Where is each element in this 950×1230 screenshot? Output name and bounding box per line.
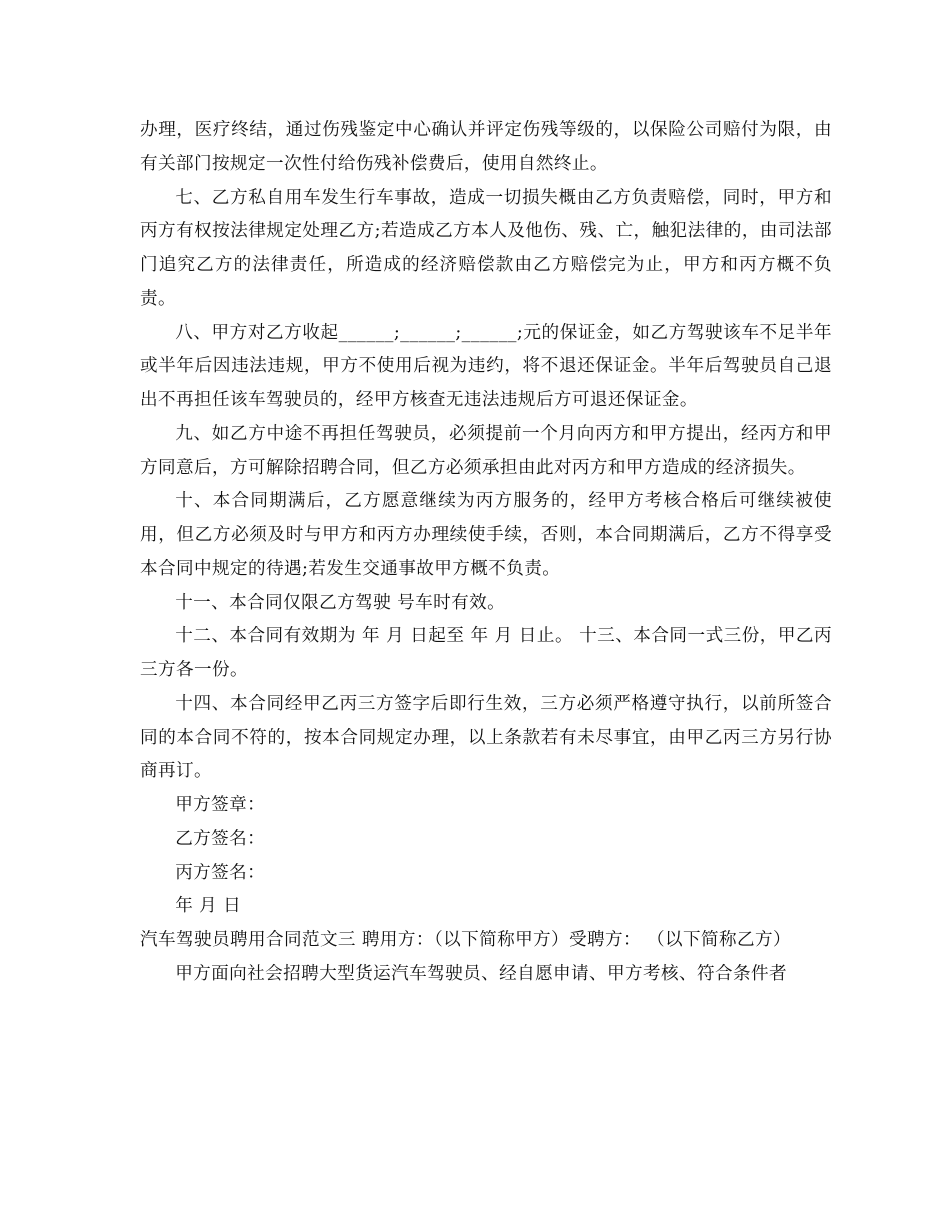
paragraph-clause-8: 八、甲方对乙方收起______;______;______;元的保证金，如乙方驾驶该车不足半年或半年后因违法违规，甲方不使用后视为违约，将不退还保证金。半年后驾驶员自己退出不再担任该车驾驶员的，经甲方核查无违法违规后方可退还保证金。: [140, 322, 832, 410]
signature-date: 年 月 日: [175, 896, 242, 917]
paragraph-clause-7: 七、乙方私自用车发生行车事故，造成一切损失概由乙方负责赔偿，同时，甲方和丙方有权按法律规定处理乙方;若造成乙方本人及他伤、残、亡，触犯法律的，由司法部门追究乙方的法律责任，所造成的经济赔偿款由乙方赔偿完为止，甲方和丙方概不负责。: [140, 187, 832, 309]
paragraph-clause-9: 九、如乙方中途不再担任驾驶员，必须提前一个月向丙方和甲方提出，经丙方和甲方同意后，方可解除招聘合同，但乙方必须承担由此对丙方和甲方造成的经济损失。: [140, 423, 832, 478]
paragraph-clause-12-13: 十二、本合同有效期为 年 月 日起至 年 月 日止。 十三、本合同一式三份，甲乙丙三方各一份。: [140, 626, 832, 680]
paragraph-intro: 甲方面向社会招聘大型货运汽车驾驶员、经自愿申请、甲方考核、符合条件者: [175, 963, 787, 984]
paragraph-continuation: 办理，医疗终结，通过伤残鉴定中心确认并评定伤残等级的，以保险公司赔付为限，由有关部门按规定一次性付给伤残补偿费后，使用自然终止。: [140, 120, 832, 174]
paragraph-clause-11: 十一、本合同仅限乙方驾驶 号车时有效。: [175, 592, 506, 613]
signature-party-c: 丙方签名：: [175, 862, 266, 883]
paragraph-clause-14: 十四、本合同经甲乙丙三方签字后即行生效，三方必须严格遵守执行，以前所签合同的本合同不符的，按本合同规定办理，以上条款若有未尽事宜，由甲乙丙三方另行协商再订。: [140, 693, 832, 782]
section-heading-template-3: 汽车驾驶员聘用合同范文三 聘用方：（以下简称甲方）受聘方： （以下简称乙方）: [140, 930, 791, 950]
paragraph-clause-10: 十、本合同期满后，乙方愿意继续为丙方服务的，经甲方考核合格后可继续被使用，但乙方必须及时与甲方和丙方办理续使手续，否则，本合同期满后，乙方不得享受本合同中规定的待遇;若发生交通事故甲方概不负责。: [140, 491, 832, 579]
signature-party-b: 乙方签名：: [175, 828, 266, 849]
document-body: [140, 114, 832, 992]
signature-party-a: 甲方签章：: [175, 795, 266, 815]
